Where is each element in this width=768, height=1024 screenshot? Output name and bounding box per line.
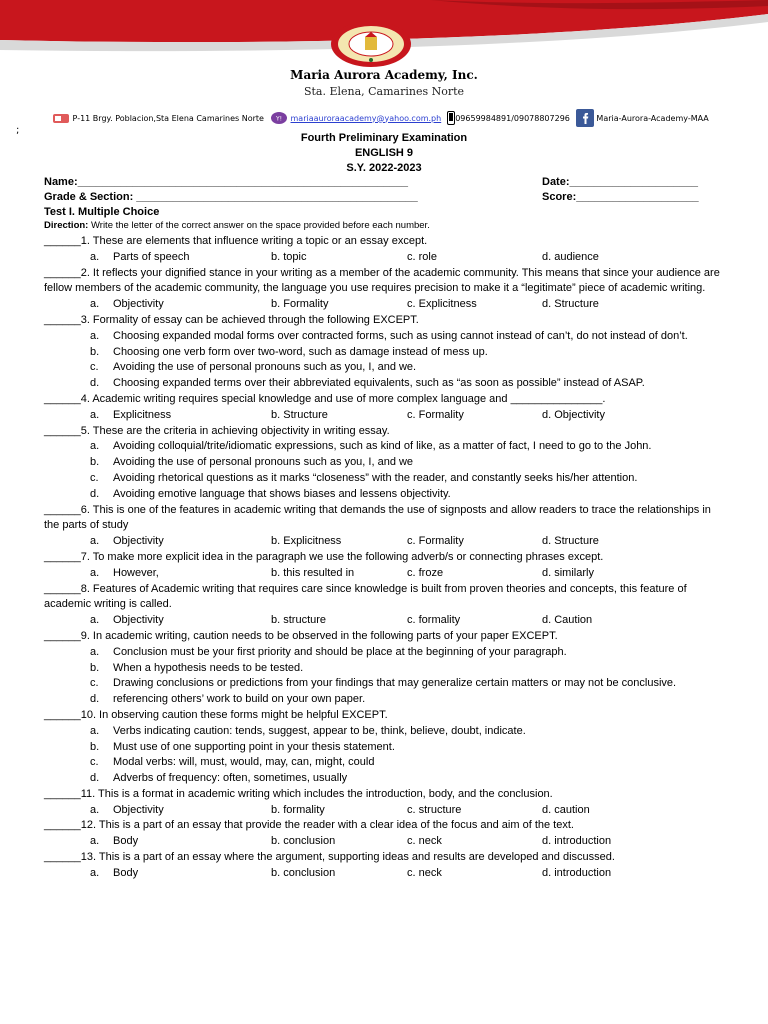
stray-mark: ; — [16, 125, 20, 136]
choice-option — [44, 376, 724, 392]
question-text: ______13. This is a part of an essay where the argument, supporting ideas and results are developed and discussed. — [44, 851, 615, 864]
choice-option: Objectivity — [113, 803, 164, 816]
choice-option — [44, 471, 724, 487]
choice-option: c. Formality — [407, 408, 464, 421]
choice-option: b. Explicitness — [271, 535, 342, 548]
phone-item — [447, 111, 570, 125]
choices-row — [44, 408, 724, 424]
choice-text: Choosing expanded terms over their abbreviated equivalents, such as “as soon as possible” instead of ASAP. — [113, 377, 645, 390]
facebook-text: Maria-Aurora-Academy-MAA — [596, 113, 709, 123]
question-item — [44, 392, 724, 424]
choice-letter: a. — [90, 535, 100, 548]
choice-option: c. froze — [407, 566, 444, 579]
phone-icon — [447, 111, 455, 125]
test-title: Test I. Multiple Choice — [44, 206, 160, 218]
choice-letter: b. — [90, 740, 100, 753]
choices-row — [44, 613, 724, 629]
choice-option: b. Structure — [271, 408, 328, 421]
choice-option — [44, 455, 724, 471]
exam-subject: ENGLISH 9 — [354, 147, 414, 159]
choice-letter: a. — [90, 250, 100, 263]
choice-letter: c. — [90, 471, 99, 484]
question-text: ______1. These are elements that influence writing a topic or an essay except. — [44, 235, 428, 247]
choice-option: b. Formality — [271, 298, 329, 311]
choice-letter: a. — [90, 298, 100, 311]
question-text: ______3. Formality of essay can be achieved through the following EXCEPT. — [44, 313, 419, 326]
choice-letter: a. — [90, 566, 100, 579]
choice-letter: c. — [90, 677, 99, 690]
school-name: Maria Aurora Academy, Inc. — [290, 68, 478, 82]
choice-text: Avoiding emotive language that shows biases and lessens objectivity. — [113, 487, 451, 500]
choice-text: When a hypothesis needs to be tested. — [113, 661, 304, 674]
choices-row — [44, 534, 724, 550]
choice-option: d. introduction — [542, 866, 612, 879]
address-text: P-11 Brgy. Poblacion,Sta Elena Camarines Norte — [72, 113, 264, 123]
choice-option: b. conclusion — [271, 835, 336, 848]
choice-letter: a. — [90, 329, 100, 342]
question-text: ______2. It reflects your dignified stance in your writing as a member of the academic community. This means that since your audience are fellow members of the academic community, the language you use requires precision to make it a “legitimate” piece of academic writing. — [44, 266, 720, 295]
choice-letter: d. — [90, 693, 100, 706]
direction — [44, 220, 430, 231]
choice-option: Parts of speech — [113, 250, 190, 263]
choice-option: Explicitness — [113, 408, 172, 421]
email-link[interactable]: mariaauroraacademy@yahoo.com.ph — [290, 113, 442, 123]
question-item — [44, 850, 724, 882]
choice-list — [44, 439, 724, 502]
choice-letter: a. — [90, 835, 100, 848]
email-item — [270, 111, 441, 125]
name-field[interactable]: Name:______________________________________________________ — [44, 176, 408, 188]
question-text: ______11. This is a format in academic writing which includes the introduction, body, and the conclusion. — [44, 787, 553, 800]
choice-text: Conclusion must be your first priority and should be place at the beginning of your paragraph. — [113, 645, 567, 658]
question-item — [44, 818, 724, 850]
question-list — [44, 234, 724, 882]
choice-text: Drawing conclusions or predictions from your findings that may generalize certain matters or may not be conclusive. — [113, 677, 677, 690]
grade-score-row — [44, 191, 724, 207]
choice-text: Modal verbs: will, must, would, may, can, might, could — [113, 756, 375, 769]
choice-option — [44, 692, 724, 708]
choice-text: Choosing one verb form over two-word, such as damage instead of mess up. — [113, 345, 488, 358]
question-item — [44, 629, 724, 708]
choice-option: d. caution — [542, 803, 590, 816]
choice-option: c. neck — [407, 835, 442, 848]
question-text: ______9. In academic writing, caution needs to be observed in the following parts of your paper EXCEPT. — [44, 629, 558, 642]
choice-list — [44, 645, 724, 708]
choice-option: d. similarly — [542, 566, 594, 579]
choice-text: Avoiding rhetorical questions as it marks “closeness” with the reader, and constantly seeks his/her attention. — [113, 471, 638, 484]
question-item — [44, 708, 724, 787]
choice-option: Objectivity — [113, 614, 164, 627]
question-item — [44, 234, 724, 266]
choice-letter: c. — [90, 361, 99, 374]
name-date-row — [44, 176, 724, 192]
question-item — [44, 582, 724, 629]
choice-option: d. Structure — [542, 535, 599, 548]
choice-option — [44, 724, 724, 740]
address-item — [52, 112, 264, 124]
choice-option: b. conclusion — [271, 866, 336, 879]
question-text: ______6. This is one of the features in academic writing that demands the use of signposts and allow readers to trace the relationships in the parts of study — [44, 503, 711, 532]
choices-row — [44, 250, 724, 266]
contact-info-row — [52, 108, 732, 128]
choice-option: Objectivity — [113, 535, 164, 548]
choice-option — [44, 771, 724, 787]
choice-letter: d. — [90, 377, 100, 390]
choice-option — [44, 345, 724, 361]
question-item — [44, 266, 724, 313]
choice-option: c. neck — [407, 866, 442, 879]
choice-option: c. formality — [407, 614, 461, 627]
choice-letter: a. — [90, 614, 100, 627]
facebook-icon — [576, 109, 594, 127]
choice-option: b. formality — [271, 803, 325, 816]
question-item — [44, 503, 724, 550]
question-item — [44, 313, 724, 392]
choice-option: b. structure — [271, 614, 327, 627]
choice-option — [44, 676, 724, 692]
choice-option: b. topic — [271, 250, 307, 263]
choice-letter: d. — [90, 487, 100, 500]
choices-row — [44, 297, 724, 313]
question-text: ______8. Features of Academic writing that requires care since knowledge is built from proven theories and concepts, this feature of academic writing is called. — [44, 582, 687, 611]
choice-option: c. Explicitness — [407, 298, 477, 311]
choice-text: Avoiding the use of personal pronouns such as you, I, and we. — [113, 361, 417, 374]
choice-option: Body — [113, 835, 139, 848]
choice-text: Verbs indicating caution: tends, suggest, appear to be, think, believe, doubt, indicate. — [113, 724, 526, 737]
choice-option: However, — [113, 566, 159, 579]
choice-letter: d. — [90, 772, 100, 785]
question-text: ______10. In observing caution these forms might be helpful EXCEPT. — [44, 708, 388, 721]
choice-option: d. Objectivity — [542, 408, 605, 421]
question-text: ______4. Academic writing requires special knowledge and use of more complex language and _______________. — [44, 392, 606, 405]
choice-letter: a. — [90, 440, 100, 453]
choice-letter: b. — [90, 661, 100, 674]
choice-letter: b. — [90, 456, 100, 469]
choice-option: d. audience — [542, 250, 599, 263]
score-field[interactable]: Score:____________________ — [542, 191, 699, 203]
choice-option: c. Formality — [407, 535, 464, 548]
choice-option: Objectivity — [113, 298, 164, 311]
facebook-item — [576, 109, 709, 127]
choices-row — [44, 834, 724, 850]
choice-option — [44, 329, 724, 345]
choice-letter: a. — [90, 645, 100, 658]
choice-text: Avoiding colloquial/trite/idiomatic expressions, such as kind of like, as a matter of fact, I need to go to the John. — [113, 440, 652, 453]
exam-year: S.Y. 2022-2023 — [346, 162, 422, 174]
question-text: ______7. To make more explicit idea in the paragraph we use the following adverb/s or connecting phrases except. — [44, 550, 604, 563]
location-pin-icon — [52, 112, 70, 124]
choice-option — [44, 360, 724, 376]
choice-letter: a. — [90, 408, 100, 421]
choice-option: d. Caution — [542, 614, 593, 627]
choice-option: c. structure — [407, 803, 462, 816]
choice-option — [44, 661, 724, 677]
grade-section-field[interactable]: Grade & Section: ______________________________________________ — [44, 191, 418, 203]
choice-text: Adverbs of frequency: often, sometimes, usually — [113, 772, 348, 785]
choice-text: Must use of one supporting point in your thesis statement. — [113, 740, 395, 753]
choice-option — [44, 645, 724, 661]
choice-text: referencing others’ work to build on your own paper. — [113, 693, 366, 706]
choice-option: d. introduction — [542, 835, 612, 848]
question-text: ______5. These are the criteria in achieving objectivity in writing essay. — [44, 424, 390, 437]
choice-letter: b. — [90, 345, 100, 358]
choice-option: b. this resulted in — [271, 566, 355, 579]
direction-text: Write the letter of the correct answer on the space provided before each number. — [88, 220, 430, 231]
choice-option: d. Structure — [542, 298, 599, 311]
exam-title: Fourth Preliminary Examination — [300, 132, 468, 144]
phone-text: 09659984891/09078807296 — [455, 113, 570, 123]
choice-letter: a. — [90, 866, 100, 879]
choice-option: c. role — [407, 250, 437, 263]
choice-text: Avoiding the use of personal pronouns such as you, I, and we — [113, 456, 414, 469]
question-item — [44, 787, 724, 819]
choice-option: Body — [113, 866, 139, 879]
choices-row — [44, 866, 724, 882]
choice-list — [44, 329, 724, 392]
direction-label: Direction: — [44, 220, 89, 231]
choices-row — [44, 566, 724, 582]
choice-letter: a. — [90, 803, 100, 816]
choices-row — [44, 803, 724, 819]
choice-list — [44, 724, 724, 787]
yahoo-mail-icon — [270, 111, 288, 125]
question-item — [44, 424, 724, 503]
choice-letter: a. — [90, 724, 100, 737]
choice-letter: c. — [90, 756, 99, 769]
choice-option — [44, 740, 724, 756]
school-location: Sta. Elena, Camarines Norte — [303, 85, 465, 98]
choice-option — [44, 439, 724, 455]
question-text: ______12. This is a part of an essay that provide the reader with a clear idea of the focus and aim of the text. — [44, 819, 574, 832]
svg-text:Y!: Y! — [275, 115, 283, 123]
question-item — [44, 550, 724, 582]
date-field[interactable]: Date:_____________________ — [542, 176, 698, 188]
choice-option — [44, 755, 724, 771]
choice-text: Choosing expanded modal forms over contracted forms, such as using cannot instead of can’t, do not instead of don’t. — [113, 329, 688, 342]
choice-option — [44, 487, 724, 503]
school-seal-logo — [329, 20, 413, 68]
